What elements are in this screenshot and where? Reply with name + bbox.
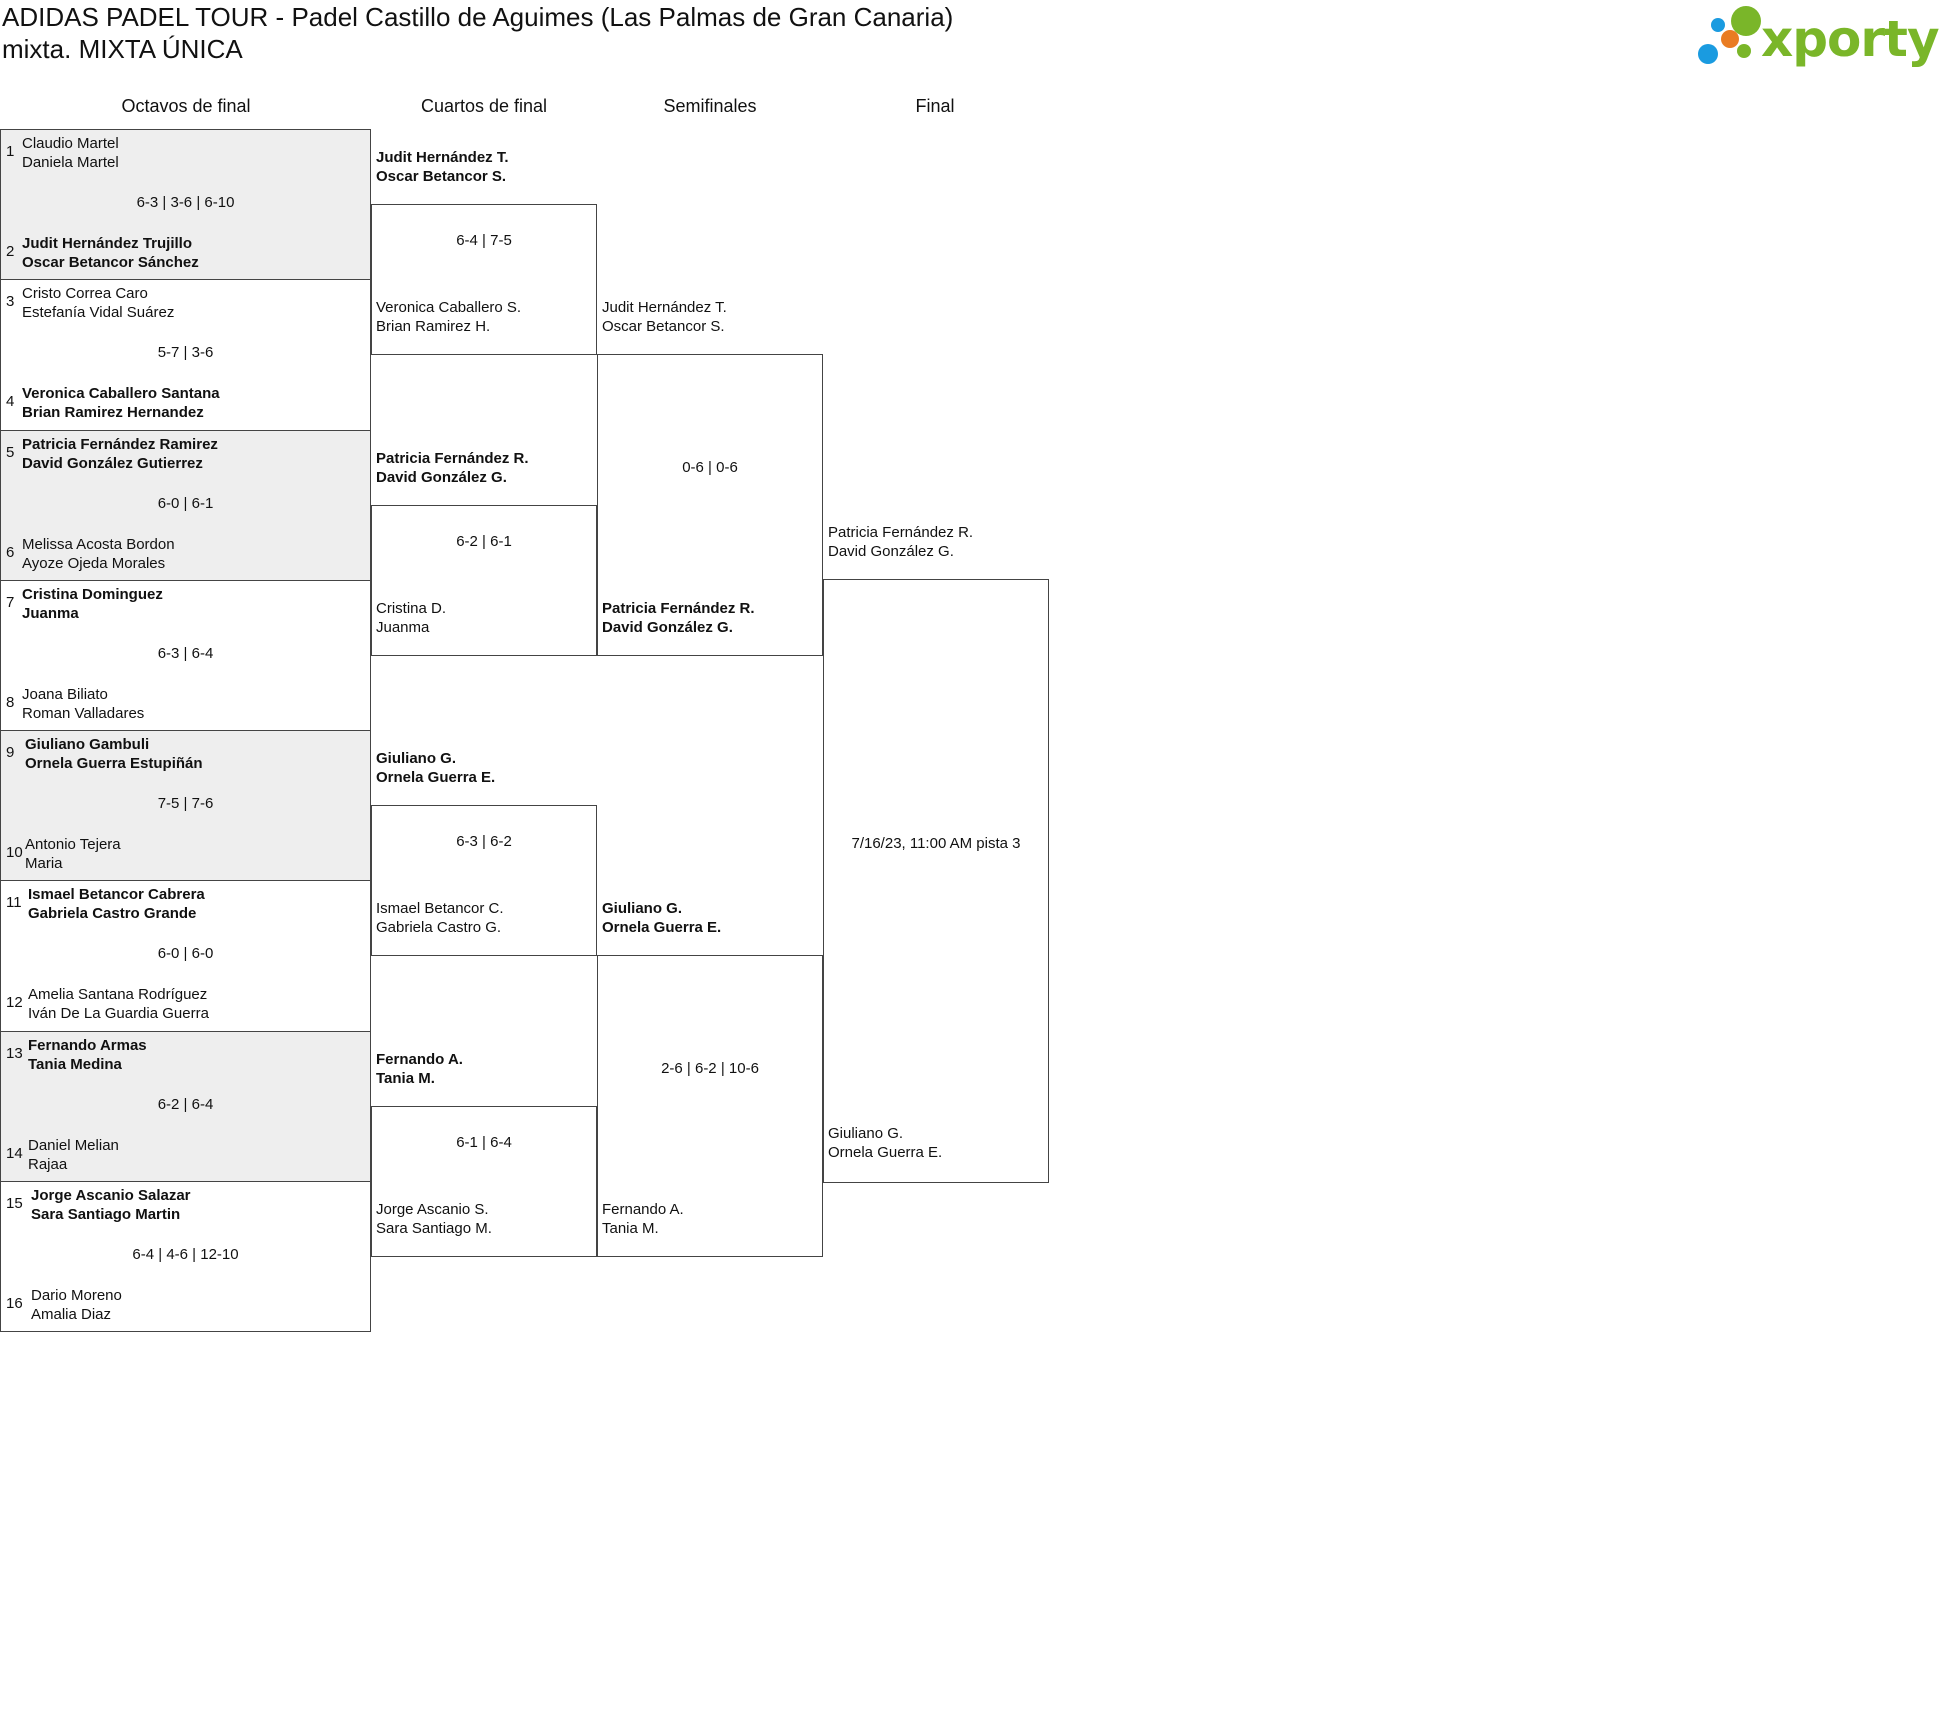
logo-dot-blue-icon — [1698, 44, 1718, 64]
player-name: Giuliano Gambuli — [25, 736, 150, 753]
match-score: 6-4 | 7-5 — [456, 232, 512, 250]
player-name: Fernando A. — [376, 1050, 463, 1068]
player-name: Veronica Caballero S. — [376, 299, 522, 317]
player-name: Daniel Melian — [28, 1136, 119, 1154]
player-name: Antonio Tejera — [25, 836, 121, 853]
team-sf-0-top[interactable] — [602, 298, 727, 336]
seed-number: 9 — [6, 744, 15, 761]
player-name: Ornela Guerra Estupiñán — [25, 755, 203, 772]
player-name: Fernando A. — [602, 1201, 684, 1219]
team-final-bottom[interactable] — [828, 1124, 942, 1162]
player-name: Sara Santiago M. — [376, 1219, 492, 1237]
team-r16-4-bottom[interactable] — [25, 835, 121, 873]
seed-number: 13 — [6, 1044, 23, 1062]
player-name: Jorge Ascanio Salazar — [31, 1186, 191, 1204]
player-name: David González G. — [602, 619, 733, 637]
player-name: Giuliano G. — [602, 900, 683, 918]
player-name: Tania M. — [602, 1220, 659, 1238]
team-r16-0-top[interactable] — [22, 134, 119, 172]
match-box-final[interactable] — [823, 579, 1049, 1183]
team-r16-7-top[interactable] — [31, 1186, 191, 1224]
seed-number: 16 — [6, 1294, 23, 1312]
team-r16-5-top[interactable] — [28, 885, 205, 923]
seed-number: 11 — [6, 894, 22, 912]
player-name: David González G. — [376, 468, 507, 486]
team-r16-2-top[interactable] — [22, 435, 218, 473]
round-header-semis: Semifinales — [663, 96, 757, 116]
player-name: Oscar Betancor Sánchez — [22, 254, 199, 271]
team-qf-1-top[interactable] — [376, 449, 529, 487]
team-r16-7-bottom[interactable] — [31, 1286, 122, 1324]
seed-number: 10 — [6, 844, 23, 861]
match-score: 6-2 | 6-4 — [157, 1095, 214, 1113]
player-name: Daniela Martel — [22, 154, 119, 171]
player-name: Fernando Armas — [28, 1036, 147, 1054]
player-name: Judit Hernández T. — [376, 149, 509, 167]
player-name: Melissa Acosta Bordon — [22, 535, 175, 553]
player-name: Patricia Fernández R. — [376, 449, 529, 467]
player-name: Ornela Guerra E. — [828, 1143, 943, 1161]
player-name: David González Gutierrez — [22, 454, 203, 472]
team-qf-3-top[interactable] — [376, 1050, 463, 1088]
player-name: Roman Valladares — [22, 704, 145, 722]
player-name: Ayoze Ojeda Morales — [22, 554, 166, 572]
seed-number: 14 — [6, 1144, 23, 1162]
match-score: 6-0 | 6-1 — [157, 494, 214, 512]
player-name: Sara Santiago Martin — [31, 1205, 181, 1223]
tournament-title: ADIDAS PADEL TOUR - Padel Castillo de Aguimes (Las Palmas de Gran Canaria) — [2, 2, 954, 32]
team-r16-4-top[interactable] — [25, 735, 203, 773]
team-r16-3-top[interactable] — [22, 585, 163, 623]
player-name: Gabriela Castro G. — [376, 919, 502, 937]
logo-dot-green-small-icon — [1737, 44, 1751, 58]
player-name: Estefanía Vidal Suárez — [22, 304, 175, 322]
xporty-logo[interactable] — [1693, 4, 1939, 70]
round-header-octavos: Octavos de final — [121, 96, 251, 116]
match-score: 0-6 | 0-6 — [682, 459, 738, 477]
player-name: Oscar Betancor S. — [376, 168, 507, 186]
player-name: Judit Hernández Trujillo — [22, 235, 193, 252]
player-name: Ismael Betancor Cabrera — [28, 886, 205, 904]
seed-number: 1 — [6, 143, 15, 160]
team-sf-1-bottom[interactable] — [602, 1200, 684, 1238]
logo-dot-blue-small-icon — [1711, 18, 1725, 32]
team-qf-2-bottom[interactable] — [376, 899, 504, 937]
player-name: Brian Ramirez Hernandez — [22, 404, 204, 422]
player-name: Amelia Santana Rodríguez — [28, 986, 208, 1004]
player-name: Joana Biliato — [22, 685, 108, 703]
team-qf-0-bottom[interactable] — [376, 298, 521, 336]
match-score: 5-7 | 3-6 — [157, 344, 214, 362]
team-r16-6-bottom[interactable] — [28, 1136, 119, 1174]
player-name: Tania M. — [376, 1069, 435, 1087]
seed-number: 15 — [6, 1194, 23, 1212]
team-sf-1-top[interactable] — [602, 899, 721, 937]
player-name: Giuliano G. — [376, 750, 457, 768]
player-name: Dario Moreno — [31, 1286, 122, 1304]
team-r16-6-top[interactable] — [28, 1036, 147, 1074]
match-score: 6-1 | 6-4 — [456, 1133, 512, 1151]
match-score: 7-5 | 7-6 — [157, 795, 214, 812]
logo-dot-orange-icon — [1721, 30, 1739, 48]
team-final-top[interactable] — [828, 523, 973, 561]
player-name: Giuliano G. — [828, 1124, 904, 1142]
match-score: 6-2 | 6-1 — [456, 532, 512, 550]
seed-number: 2 — [6, 243, 15, 260]
team-r16-2-bottom[interactable] — [22, 535, 175, 573]
player-name: Patricia Fernández R. — [828, 523, 974, 541]
player-name: Patricia Fernández Ramirez — [22, 435, 218, 453]
player-name: Claudio Martel — [22, 135, 119, 152]
player-name: Jorge Ascanio S. — [376, 1200, 489, 1218]
team-r16-0-bottom[interactable] — [22, 234, 199, 272]
player-name: Ornela Guerra E. — [376, 769, 496, 787]
round-header-cuartos: Cuartos de final — [420, 96, 548, 116]
seed-number: 5 — [6, 443, 15, 461]
logo-text: xporty — [1761, 10, 1939, 68]
player-name: Rajaa — [28, 1155, 68, 1173]
player-name: Ismael Betancor C. — [376, 900, 504, 918]
seed-number: 8 — [6, 693, 15, 711]
player-name: Judit Hernández T. — [602, 299, 727, 317]
match-score: 2-6 | 6-2 | 10-6 — [661, 1060, 759, 1078]
player-name: Gabriela Castro Grande — [28, 905, 197, 923]
match-score: 6-3 | 6-2 — [456, 833, 512, 851]
round-header-final: Final — [915, 96, 955, 116]
team-qf-2-top[interactable] — [376, 749, 495, 787]
player-name: Cristina D. — [376, 599, 447, 617]
team-r16-5-bottom[interactable] — [28, 985, 209, 1023]
seed-number: 12 — [6, 994, 23, 1012]
match-score: 6-4 | 4-6 | 12-10 — [132, 1245, 239, 1263]
team-qf-1-bottom[interactable] — [376, 599, 446, 637]
player-name: Oscar Betancor S. — [602, 318, 725, 336]
player-name: Patricia Fernández R. — [602, 600, 755, 618]
player-name: Maria — [25, 855, 63, 872]
team-r16-3-bottom[interactable] — [22, 685, 144, 723]
seed-number: 3 — [6, 293, 15, 311]
seed-number: 6 — [6, 543, 15, 561]
player-name: Tania Medina — [28, 1055, 122, 1073]
team-sf-0-bottom[interactable] — [602, 599, 755, 637]
player-name: Ornela Guerra E. — [602, 919, 722, 937]
player-name: David González G. — [828, 542, 954, 560]
player-name: Cristina Dominguez — [22, 585, 163, 603]
player-name: Juanma — [22, 604, 79, 622]
player-name: Cristo Correa Caro — [22, 285, 148, 303]
player-name: Juanma — [376, 618, 430, 636]
player-name: Iván De La Guardia Guerra — [28, 1005, 209, 1023]
player-name: Veronica Caballero Santana — [22, 385, 220, 403]
match-schedule: 7/16/23, 11:00 AM pista 3 — [851, 834, 1021, 852]
team-qf-0-top[interactable] — [376, 148, 509, 186]
team-r16-1-bottom[interactable] — [22, 384, 220, 422]
match-score: 6-0 | 6-0 — [157, 945, 214, 963]
team-r16-1-top[interactable] — [22, 284, 174, 322]
category-title: mixta. MIXTA ÚNICA — [2, 34, 243, 64]
seed-number: 4 — [6, 393, 15, 411]
player-name: Brian Ramirez H. — [376, 318, 491, 336]
seed-number: 7 — [6, 593, 15, 611]
match-score: 6-3 | 6-4 — [157, 644, 214, 662]
team-qf-3-bottom[interactable] — [376, 1200, 492, 1238]
match-score: 6-3 | 3-6 | 6-10 — [136, 194, 235, 211]
player-name: Amalia Diaz — [31, 1305, 112, 1323]
